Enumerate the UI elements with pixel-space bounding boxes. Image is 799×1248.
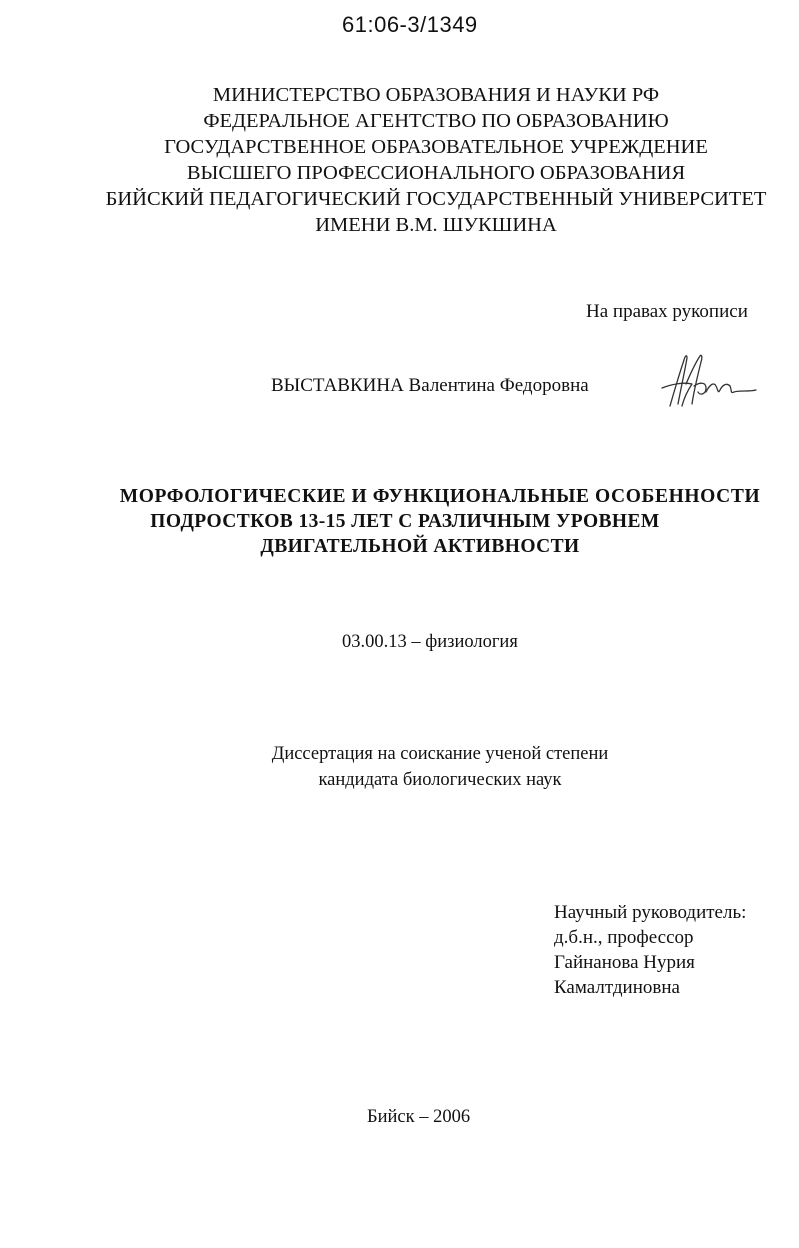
institution-line: ГОСУДАРСТВЕННОЕ ОБРАЗОВАТЕЛЬНОЕ УЧРЕЖДЕНИЕ [164,136,708,158]
supervisor-degree: д.б.н., профессор [554,927,694,948]
supervisor-name: Гайнанова Нурия [554,952,695,973]
institution-line: БИЙСКИЙ ПЕДАГОГИЧЕСКИЙ ГОСУДАРСТВЕННЫЙ УНИВЕРСИТЕТ [105,188,767,210]
institution-line: ИМЕНИ В.М. ШУКШИНА [315,214,557,236]
dissertation-title [100,484,780,559]
supervisor-label: Научный руководитель: [554,902,747,923]
specialty-code: 03.00.13 – физиология [342,632,518,652]
scientific-supervisor [554,900,746,1000]
manuscript-rights-note: На правах рукописи [586,301,748,322]
institution-line: МИНИСТЕРСТВО ОБРАЗОВАНИЯ И НАУКИ РФ [212,84,660,106]
degree-line: Диссертация на соискание ученой степени [271,744,609,764]
title-line: ПОДРОСТКОВ 13-15 ЛЕТ С РАЗЛИЧНЫМ УРОВНЕМ [150,511,660,532]
institution-line: ВЫСШЕГО ПРОФЕССИОНАЛЬНОГО ОБРАЗОВАНИЯ [186,162,686,184]
city-year: Бийск – 2006 [367,1107,471,1127]
degree-line: кандидата биологических наук [318,770,562,790]
archive-stamp-number: 61:06-3/1349 [342,12,478,37]
handwritten-signature [648,348,768,418]
degree-statement [220,741,660,793]
author-name: ВЫСТАВКИНА Валентина Федоровна [271,375,589,396]
institution-line: ФЕДЕРАЛЬНОЕ АГЕНТСТВО ПО ОБРАЗОВАНИЮ [203,110,669,132]
title-line: МОРФОЛОГИЧЕСКИЕ И ФУНКЦИОНАЛЬНЫЕ ОСОБЕННОСТИ [119,486,761,507]
title-line: ДВИГАТЕЛЬНОЙ АКТИВНОСТИ [260,536,580,557]
institution-header [60,82,799,238]
supervisor-patronymic: Камалтдиновна [554,977,680,998]
